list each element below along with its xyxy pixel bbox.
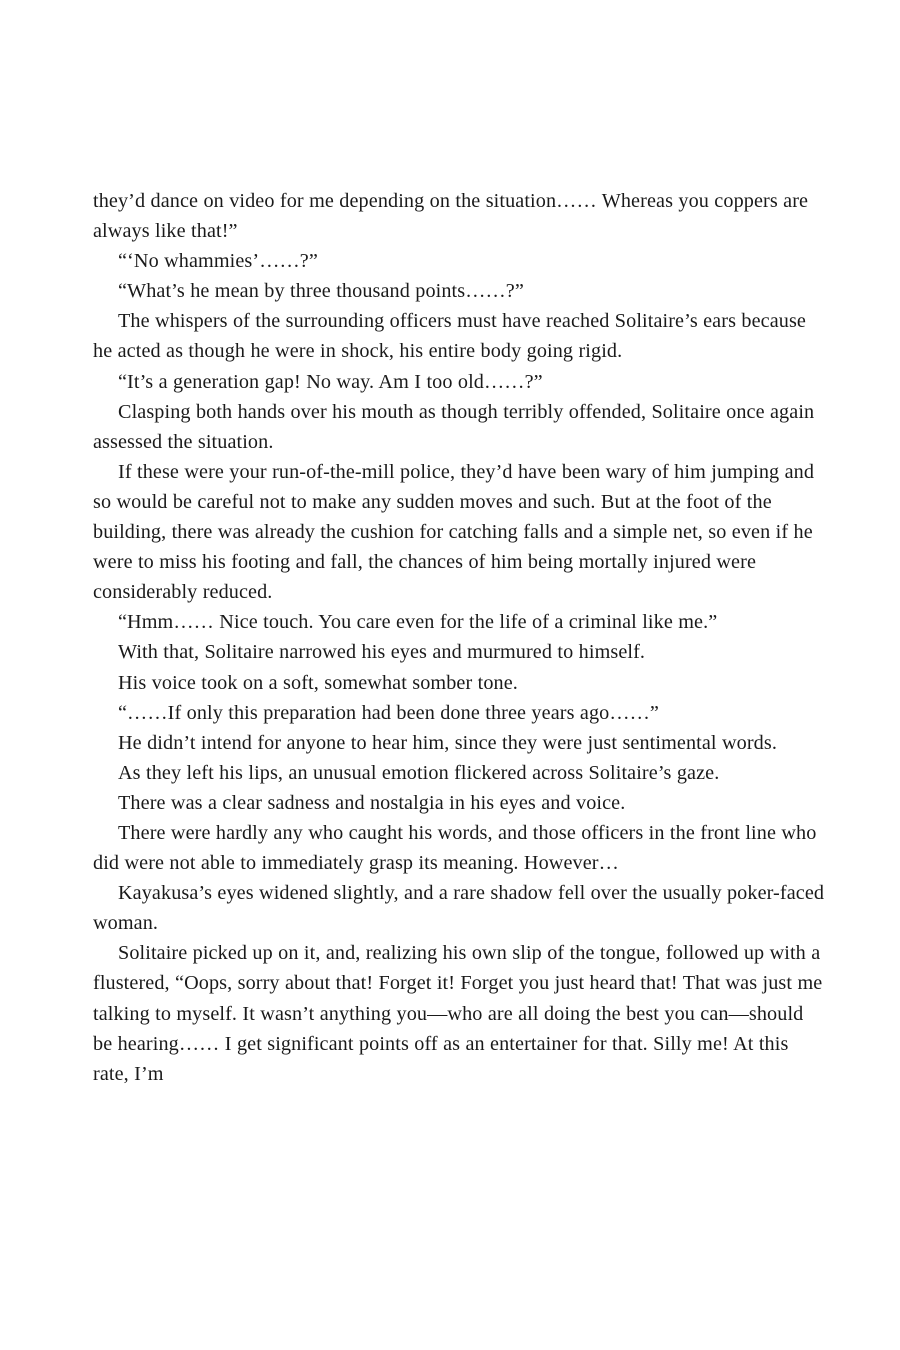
paragraph: Solitaire picked up on it, and, realizing his own slip of the tongue, followed up with a flustered, “Oops, sorry about that! Forget it! Forget you just heard that! That was just me talking to myself. It wasn’t anything you—who are all doing the best you can—should be hearing…… I get significant points off as an entertainer for that. Silly me! At this rate, I’m — [93, 942, 823, 1085]
paragraph: If these were your run-of-the-mill police, they’d have been wary of him jumping and so would be careful not to make any sudden moves and such. But at the foot of the building, there was already the cushion for catching falls and a simple net, so even if he were to miss his footing and fall, the chances of him being mortally injured were considerably reduced. — [93, 460, 815, 604]
paragraph: “Hmm…… Nice touch. You care even for the life of a criminal like me.” — [118, 611, 718, 634]
paragraph: “What’s he mean by three thousand points……?” — [118, 280, 524, 303]
paragraph: they’d dance on video for me depending on the situation…… Whereas you coppers are always like that!” — [93, 190, 809, 243]
paragraph: The whispers of the surrounding officers must have reached Solitaire’s ears because he acted as though he were in shock, his entire body going rigid. — [93, 310, 806, 363]
paragraph: “It’s a generation gap! No way. Am I too old……?” — [118, 370, 543, 393]
paragraph: Clasping both hands over his mouth as though terribly offended, Solitaire once again assessed the situation. — [93, 400, 815, 453]
body-text-block — [93, 186, 826, 1089]
paragraph: He didn’t intend for anyone to hear him, since they were just sentimental words. — [118, 731, 777, 754]
paragraph: “……If only this preparation had been done three years ago……” — [118, 701, 659, 724]
paragraph: “‘No whammies’……?” — [118, 250, 318, 273]
paragraph: There was a clear sadness and nostalgia in his eyes and voice. — [118, 791, 626, 814]
paragraph: There were hardly any who caught his words, and those officers in the front line who did were not able to immediately grasp its meaning. However… — [93, 821, 817, 875]
paragraph: His voice took on a soft, somewhat somber tone. — [118, 671, 518, 694]
paragraph: As they left his lips, an unusual emotion flickered across Solitaire’s gaze. — [118, 761, 720, 784]
paragraph: Kayakusa’s eyes widened slightly, and a rare shadow fell over the usually poker-faced woman. — [93, 882, 825, 935]
paragraph: With that, Solitaire narrowed his eyes and murmured to himself. — [118, 641, 646, 664]
